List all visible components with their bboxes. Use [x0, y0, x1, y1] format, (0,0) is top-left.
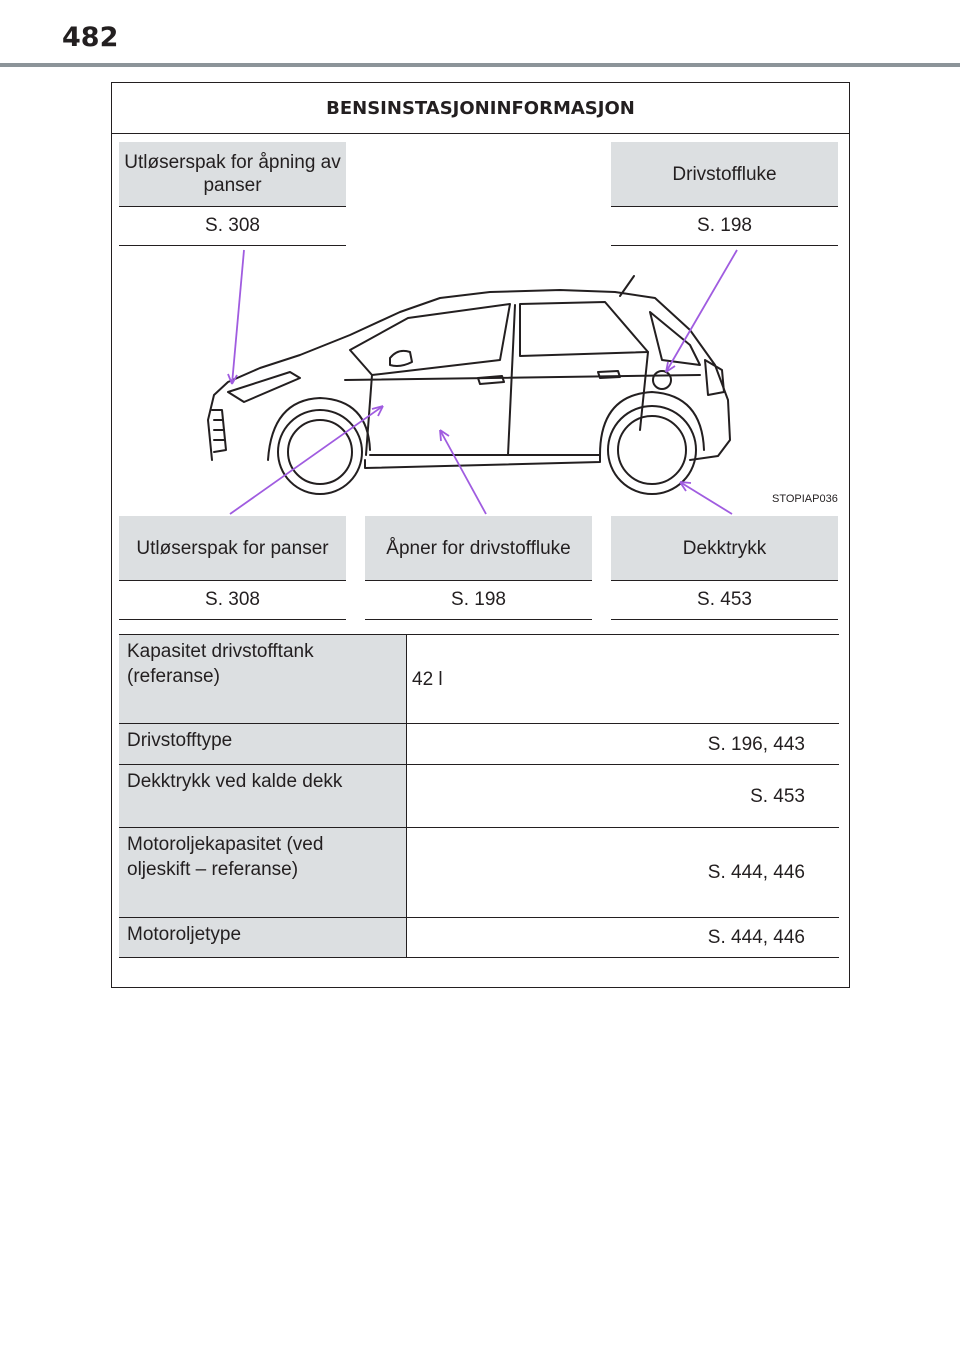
table-row: [119, 828, 839, 918]
callout-fuel-opener: [365, 516, 592, 620]
table-row: [119, 724, 839, 765]
callout-ref: S. 453: [611, 581, 838, 620]
callout-label: Utløserspak for åpning av panser: [119, 142, 346, 207]
page-number: 482: [62, 22, 119, 53]
spec-key: Motoroljetype: [119, 918, 407, 958]
spec-key: Dekktrykk ved kalde dekk: [119, 765, 407, 828]
spec-value: 42 l: [407, 635, 840, 724]
callout-ref: S. 198: [611, 207, 838, 246]
panel-title: BENSINSTASJONINFORMASJON: [112, 83, 849, 134]
callout-ref: S. 308: [119, 207, 346, 246]
specs-table: [119, 634, 839, 958]
callout-label: Åpner for drivstoffluke: [365, 516, 592, 581]
spec-key: Motoroljekapasitet (ved oljeskift – referanse): [119, 828, 407, 918]
callout-label: Dekktrykk: [611, 516, 838, 581]
spec-value: S. 196, 443: [407, 724, 840, 765]
callout-tire-pressure: [611, 516, 838, 620]
callout-hood-lever: [119, 142, 346, 246]
table-row: [119, 765, 839, 828]
spec-value: S. 444, 446: [407, 918, 840, 958]
callout-ref: S. 198: [365, 581, 592, 620]
diagram-code: STOPIAP036: [772, 493, 838, 505]
spec-key: Kapasitet drivstofftank (referanse): [119, 635, 407, 724]
callout-hood-release: [119, 516, 346, 620]
table-row: [119, 635, 839, 724]
callout-label: Drivstoffluke: [611, 142, 838, 207]
table-row: [119, 918, 839, 958]
callout-ref: S. 308: [119, 581, 346, 620]
callout-label: Utløserspak for panser: [119, 516, 346, 581]
spec-value: S. 444, 446: [407, 828, 840, 918]
header-rule: [0, 63, 960, 67]
callout-fuel-door: [611, 142, 838, 246]
spec-value: S. 453: [407, 765, 840, 828]
spec-key: Drivstofftype: [119, 724, 407, 765]
